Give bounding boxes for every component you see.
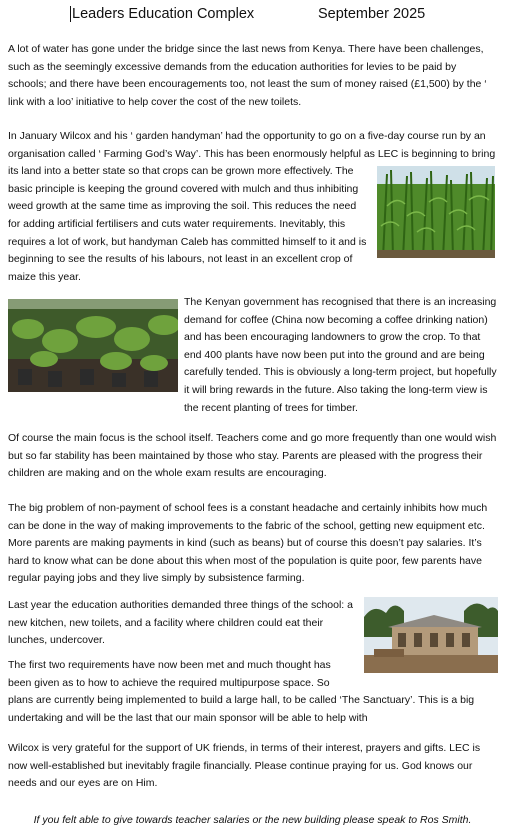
text-wrap-spacer: [371, 164, 497, 260]
paragraph-requirements: Last year the education authorities demanded three things of the school: a new kitchen, new toilets, and a facility where children could eat their lunches, undercover.: [8, 599, 353, 647]
paragraph-coffee: The Kenyan government has recognised that there is an increasing demand for coffee (China now becoming a coffee drinking nation) and has been encouraging landowners to grow the crop. To that end 400 plants have now been put into the ground and are being carefully tended. This is obviously a long-term project, but hopefully it will bring rewards in the future. Also taking the long-term view is the recent planting of trees for timber.: [184, 296, 497, 414]
footer-appeal: If you felt able to give towards teacher salaries or the new building please speak to Ros Smith.: [33, 814, 472, 826]
paragraph-school: Of course the main focus is the school itself. Teachers come and go more frequently than one would wish but so far stability has been maintained by those who stay. Parents are pleased with the progress their children are making and on the whole exam results are encouraging.: [8, 432, 497, 480]
newsletter-title: Leaders Education Complex: [72, 6, 255, 22]
text-wrap-spacer: [347, 657, 497, 675]
paragraph-gratitude: Wilcox is very grateful for the support of UK friends, in terms of their interest, prayers and gifts. LEC is now well-established but inevitably fragile financially. Please continue praying for us. God knows our needs and our eyes are on Him.: [8, 742, 481, 790]
paragraph-fees: The big problem of non-payment of school fees is a constant headache and certainly inhibits how much can be done in the way of making improvements to the fabric of the school, getting new equipment etc. More parents are making payments in kind (such as beans) but of course this doesn’t pay salaries. It’s hard to know what can be done about this when most of the population is quite poor, few parents have regular paying jobs and they live simply by subsistence farming.: [8, 502, 488, 585]
newsletter-header: [72, 4, 452, 24]
coffee-seedlings-photo: [8, 299, 178, 392]
paragraph-intro: A lot of water has gone under the bridge since the last news from Kenya. There have been challenges, such as the seemingly excessive demands from the education authorities for levies to be paid by schools; and there have been encouragements too, not least the sum of money raised (£1,500) by the ‘ link with a loo’ initiative to help cover the cost of the new toilets.: [8, 43, 487, 108]
text-wrap-spacer: [496, 128, 497, 164]
newsletter-date: September 2025: [318, 6, 426, 22]
paragraph-farming: In January Wilcox and his ‘ garden handyman’ had the opportunity to go on a five-day course run by an organisation called ‘ Farming God’s Way’. This has been enormously helpful as LEC is beginning to bring its land into a better state so that crops can be grown more effectively. The basic principle is keeping the ground covered with mulch and thus inhibiting weed growth at the same time as improving the soil. This reduces the need for adding artificial fertilisers and cuts water requirements. Inevitably, this requires a lot of work, but handyman Caleb has committed himself to it and is beginning to see the results of his labours, not least in an excellent crop of maize this year.: [8, 130, 496, 283]
text-cursor: [70, 6, 71, 22]
paragraph-sanctuary: The first two requirements have now been met and much thought has been given as to how to achieve the required multipurpose space. So plans are currently being implemented to build a large hall, to be called ‘The Sanctuary’. This is a big undertaking and will be the last that our main sponsor will be able to help with: [8, 657, 497, 727]
